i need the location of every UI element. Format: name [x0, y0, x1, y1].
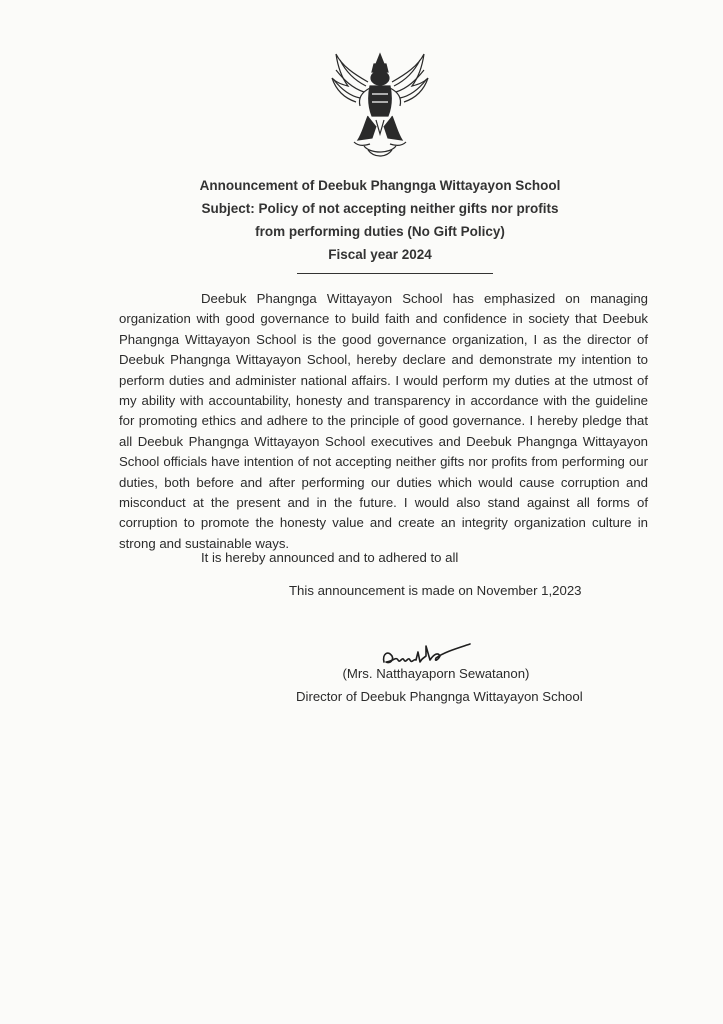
body-paragraph: Deebuk Phangnga Wittayayon School has emphasized on managing organization with good governance to build faith and confidence in society that Deebuk Phangnga Wittayayon School is the good governance organization, I as the director of Deebuk Phangnga Wittayayon School, hereby declare and demonstrate my intention to perform duties and administer national affairs. I would perform my duties at the utmost of my ability with accountability, honesty and transparency in accordance with the guideline for promoting ethics and adhere to the principle of good governance. I hereby pledge that all Deebuk Phangnga Wittayayon School executives and Deebuk Phangnga Wittayayon School officials have intention of not accepting neither gifts nor profits from performing our duties, both before and after performing our duties which would cause corruption and misconduct at the present and in the future. I would also stand against all forms of corruption to promote the honesty value and create an integrity organization culture in strong and sustainable ways.	[119, 291, 648, 551]
announcement-subject-continued: from performing duties (No Gift Policy)	[255, 224, 505, 239]
announcement-date: This announcement is made on November 1,2023	[289, 583, 582, 598]
signer-name: (Mrs. Natthayaporn Sewatanon)	[342, 666, 530, 681]
announcement-subject: Subject: Policy of not accepting neither gifts nor profits	[201, 201, 559, 216]
closing-statement: It is hereby announced and to adhered to all	[201, 550, 459, 565]
header-divider	[297, 273, 493, 274]
announcement-title: Announcement of Deebuk Phangnga Wittayayon School	[199, 178, 561, 193]
fiscal-year: Fiscal year 2024	[328, 247, 432, 262]
garuda-emblem-icon	[328, 48, 432, 160]
signer-title: Director of Deebuk Phangnga Wittayayon School	[296, 689, 583, 704]
announcement-header	[120, 174, 640, 266]
